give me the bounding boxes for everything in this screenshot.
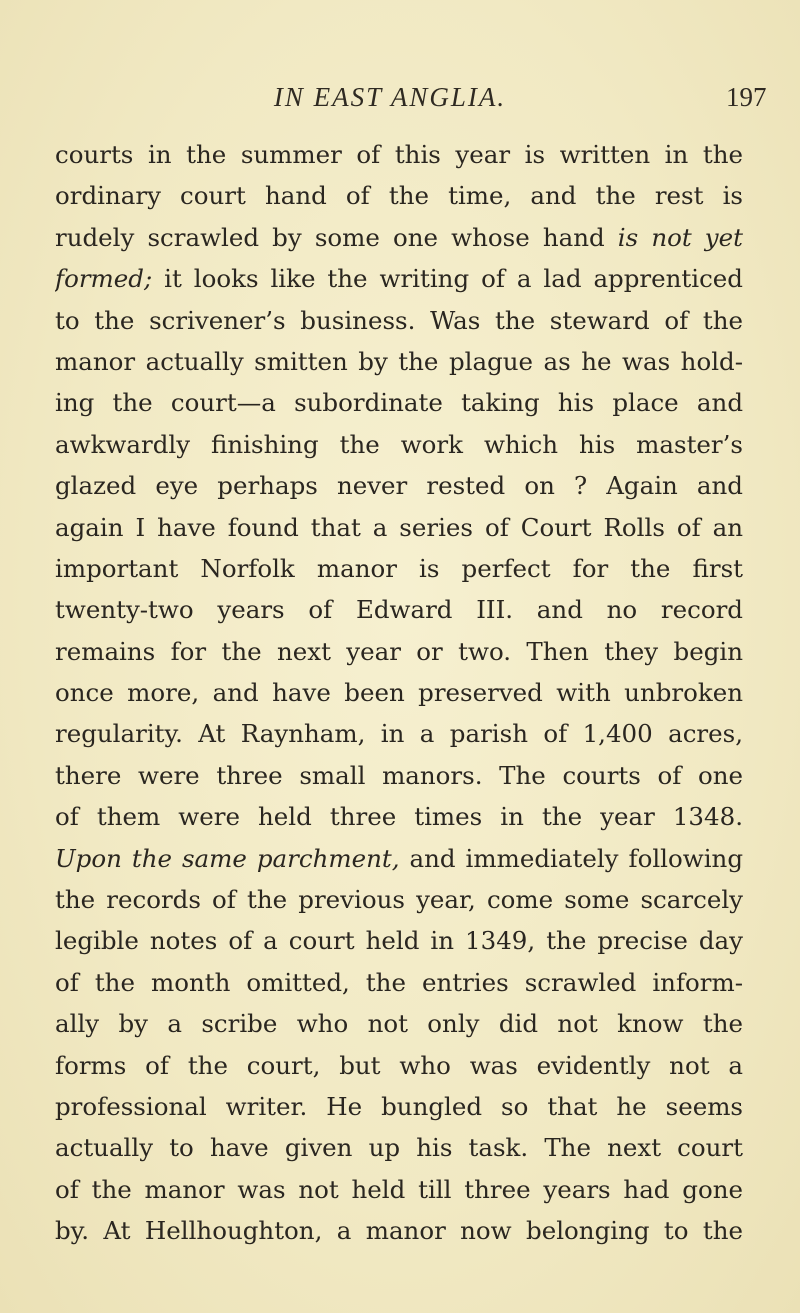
page-number: 197 — [726, 82, 767, 112]
running-title: IN EAST ANGLIA. — [273, 82, 507, 112]
text-run: ally by a scribe who not only did not know the — [55, 1009, 743, 1039]
text-run: legible notes of a court held in 1349, the precise day — [55, 926, 743, 956]
text-run: rudely scrawled by some one whose hand — [55, 222, 618, 252]
body-text — [55, 134, 743, 1252]
text-run: of the month omitted, the entries scrawled inform- — [55, 967, 743, 997]
text-line — [55, 175, 743, 216]
text-line — [55, 631, 743, 672]
text-run: it looks like the writing of a lad apprenticed — [152, 264, 743, 294]
text-run: ordinary court hand of the time, and the rest is — [55, 181, 743, 211]
text-run: regularity. At Raynham, in a parish of 1,400 acres, — [55, 719, 743, 749]
text-line — [55, 1045, 743, 1086]
text-line — [55, 258, 743, 299]
text-run: there were three small manors. The courts of one — [55, 760, 743, 790]
text-run: the records of the previous year, come some scarcely — [55, 885, 743, 915]
text-run: important Norfolk manor is perfect for the first — [55, 553, 743, 583]
italic-run: formed; — [55, 264, 153, 294]
text-line — [55, 300, 743, 341]
text-line — [55, 507, 743, 548]
text-run: remains for the next year or two. Then they begin — [55, 636, 743, 666]
text-run: courts in the summer of this year is written in the — [55, 140, 743, 169]
text-line — [55, 1127, 743, 1168]
text-line — [55, 755, 743, 796]
text-run: forms of the court, but who was evidently not a — [55, 1050, 743, 1080]
text-line — [55, 341, 743, 382]
text-run: awkwardly finishing the work which his master’s — [55, 429, 743, 459]
text-run: of them were held three times in the year 1348. — [55, 802, 743, 832]
text-line — [55, 589, 743, 630]
text-line — [55, 465, 743, 506]
text-line — [55, 424, 743, 465]
text-line — [55, 1003, 743, 1044]
text-run: actually to have given up his task. The next court — [55, 1133, 743, 1163]
italic-run: Upon the same parchment, — [55, 843, 400, 873]
text-line — [55, 920, 743, 961]
text-run: once more, and have been preserved with unbroken — [55, 678, 743, 708]
text-line — [55, 1210, 743, 1251]
text-run: by. At Hellhoughton, a manor now belonging to the — [55, 1216, 743, 1246]
text-line — [55, 879, 743, 920]
text-run: professional writer. He bungled so that he seems — [55, 1091, 743, 1121]
text-run: manor actually smitten by the plague as he was hold- — [55, 346, 743, 376]
text-line — [55, 838, 743, 879]
text-run: ing the court—a subordinate taking his place and — [55, 388, 743, 418]
text-line — [55, 796, 743, 837]
text-run: to the scrivener’s business. Was the steward of the — [55, 305, 743, 335]
text-run: of the manor was not held till three years had gone — [55, 1174, 743, 1204]
text-line — [55, 382, 743, 423]
text-line — [55, 134, 743, 175]
text-run: twenty-two years of Edward III. and no record — [55, 595, 743, 625]
text-run: again I have found that a series of Court Rolls of an — [55, 512, 743, 542]
text-line — [55, 1169, 743, 1210]
text-run: and immediately following — [399, 843, 743, 873]
text-line — [55, 713, 743, 754]
text-run: glazed eye perhaps never rested on ? Again and — [55, 471, 743, 501]
text-line — [55, 548, 743, 589]
text-line — [55, 672, 743, 713]
text-line — [55, 217, 743, 258]
text-line — [55, 1086, 743, 1127]
italic-run: is not yet — [617, 222, 743, 252]
running-head — [0, 82, 800, 118]
text-line — [55, 962, 743, 1003]
